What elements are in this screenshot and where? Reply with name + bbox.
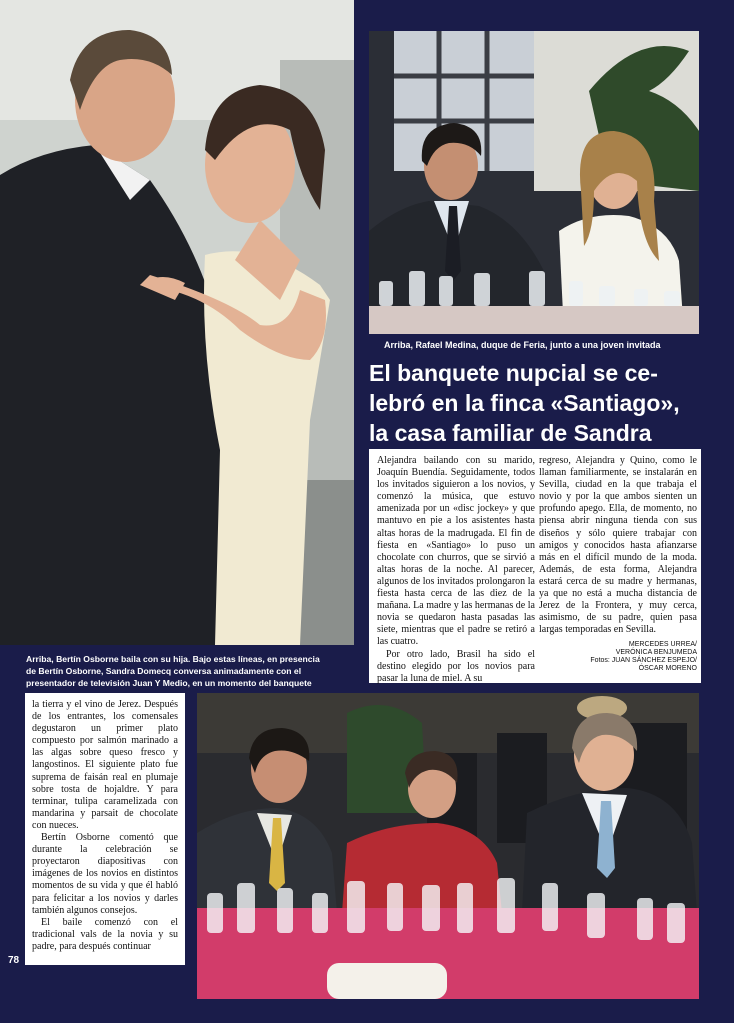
article-paragraph: Alejandra bailando con su marido, Joaquín Buendía. Seguidamente, todos los invitados siguieron a los novios, y comenzó la música, que estuvo amenizada por un «disc jockey» y que mantuvo en pie a los asistentes hasta altas horas de la madrugada. El fin de fiesta en «Santiago» lo puso un chocolate con churros, que se sirvió a altas horas de la noche. Al parecer, algunos de los invitados prolongaron la fiesta hasta cerca de las diez de la mañana. La madre y las hermanas de la novia se quedaron hasta pasadas las siete, mientras que el padre se retiró a las cuatro. [377,455,535,648]
page-number: 78 [8,955,20,966]
headline-line-3: la casa familiar de Sandra [369,420,652,446]
article-right-col-1 [377,455,535,685]
article-right-col-2 [539,455,697,673]
headline [369,358,702,448]
caption-main: Arriba, Bertín Osborne baila con su hija. Bajo estas líneas, en presencia de Bertín Osborne, Sandra Domecq conversa animadamente con el presentador de televisión Juan Y Medio, en un momento del banquete [26,654,320,688]
headline-line-2: lebró en la finca «Santiago», [369,390,680,416]
article-right [369,449,701,683]
article-paragraph: El baile comenzó con el tradicional vals de la novia y su padre, para después continuar [32,916,178,952]
byline: MERCEDES URREA/ VERÓNICA BENJUMEDA Fotos: JUAN SÁNCHEZ ESPEJO/ ÓSCAR MORENO [590,641,697,673]
article-paragraph: Por otro lado, Brasil ha sido el destino elegido por los novios para pasar la luna de miel. A su [377,648,535,684]
headline-line-1: El banquete nupcial se ce- [369,360,658,386]
caption-top-right: Arriba, Rafael Medina, duque de Feria, junto a una joven invitada [384,340,661,350]
article-paragraph: regreso, Alejandra y Quino, como le llaman familiarmente, se instalarán en Sevilla, ciudad en la que trabaja el novio y por la que ambos sienten un profundo apego. Ella, de momento, no piensa abrir ninguna tienda con sus diseños y sólo quiere trabajar con amigos y conocidos hasta afianzarse más en el difícil mundo de la moda. Además, de esta forma, Alejandra estará cerca de su madre y hermanas, ya que no está a mucha distancia de Jerez de la Frontera, y muy cerca, asimismo, de su padre, quien pasa largas temporadas en Sevilla. [539,455,697,636]
article-left [25,693,185,965]
article-paragraph: Bertín Osborne comentó que durante la celebración se proyectaron diapositivas con imágenes de los novios en distintos momentos de su vida y que él habló para felicitar a los novios y darles también algunos consejos. [32,832,178,916]
photo-rafael-medina [369,31,699,334]
article-paragraph: la tierra y el vino de Jerez. Después de los entrantes, los comensales degustaron un primer plato compuesto por salmón marinado a las algas sobre queso fresco y langostinos. El siguiente plato fue suprema de faisán real en plumaje sobre tosta de hojaldre. Y para terminar, tulipa caramelizada con mandarina y parsait de chocolate con nueces. [32,699,178,831]
photo-banquet [197,693,699,999]
photo-bertin-dancing [0,0,354,645]
